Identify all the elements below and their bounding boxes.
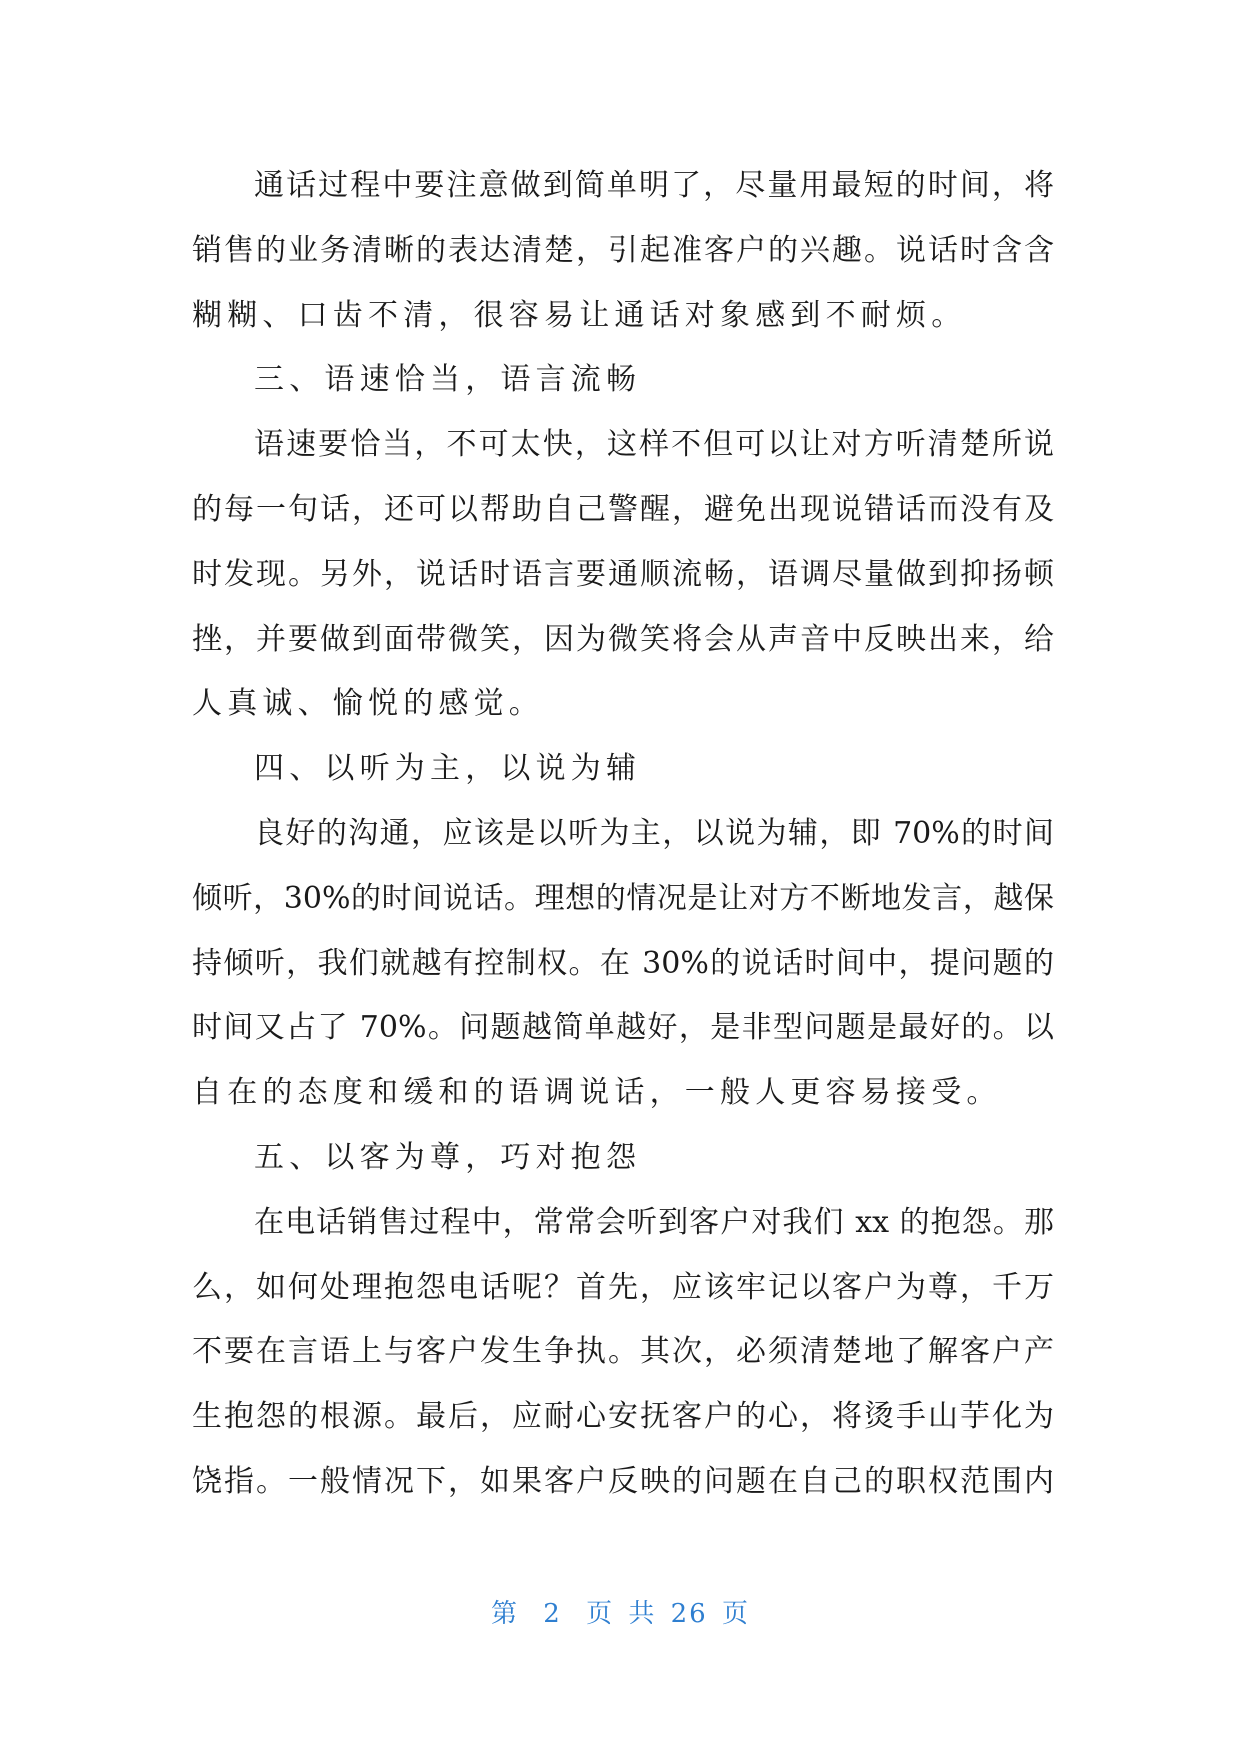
text-line: 人真诚、愉悦的感觉。 (192, 686, 544, 722)
text-line: 倾听，30%的时间说话。理想的情况是让对方不断地发言，越保 (192, 880, 1054, 916)
text-line: 自在的态度和缓和的语调说话，一般人更容易接受。 (192, 1075, 1002, 1111)
footer-middle: 页 共 (586, 1599, 657, 1629)
text-line: 持倾听，我们就越有控制权。在 30%的说话时间中，提问题的 (192, 945, 1054, 981)
body-text (192, 154, 1054, 1515)
text-line: 销售的业务清晰的表达清楚，引起准客户的兴趣。说话时含含 (192, 232, 1054, 268)
text-line: 不要在言语上与客户发生争执。其次，必须清楚地了解客户产 (192, 1334, 1054, 1370)
text-line: 么，如何处理抱怨电话呢？首先，应该牢记以客户为尊，千万 (192, 1269, 1054, 1305)
text-line: 生抱怨的根源。最后，应耐心安抚客户的心，将烫手山芋化为 (192, 1399, 1054, 1435)
text-line: 时发现。另外，说话时语言要通顺流畅，语调尽量做到抑扬顿 (192, 556, 1054, 592)
text-line: 通话过程中要注意做到简单明了，尽量用最短的时间，将 (254, 168, 1054, 203)
text-line: 四、以听为主，以说为辅 (254, 751, 642, 787)
total-page-count: 26 (670, 1599, 708, 1629)
text-line: 时间又占了 70%。问题越简单越好，是非型问题是最好的。以 (192, 1010, 1054, 1046)
text-line: 良好的沟通，应该是以听为主，以说为辅，即 70%的时间 (254, 815, 1054, 851)
text-line: 语速要恰当，不可太快，这样不但可以让对方听清楚所说 (254, 427, 1054, 463)
text-line: 挫，并要做到面带微笑，因为微笑将会从声音中反映出来，给 (192, 621, 1054, 657)
footer-suffix: 页 (721, 1599, 750, 1629)
text-line: 五、以客为尊，巧对抱怨 (254, 1139, 642, 1175)
text-line: 饶指。一般情况下，如果客户反映的问题在自己的职权范围内 (192, 1463, 1054, 1499)
footer-prefix: 第 (491, 1599, 520, 1629)
text-line: 在电话销售过程中，常常会听到客户对我们 xx 的抱怨。那 (254, 1204, 1054, 1240)
text-line: 三、语速恰当，语言流畅 (254, 362, 642, 398)
text-line: 糊糊、口齿不清，很容易让通话对象感到不耐烦。 (192, 297, 967, 333)
current-page-number: 2 (543, 1599, 562, 1629)
text-line: 的每一句话，还可以帮助自己警醒，避免出现说错话而没有及 (192, 491, 1054, 527)
page-footer (0, 1593, 1241, 1630)
